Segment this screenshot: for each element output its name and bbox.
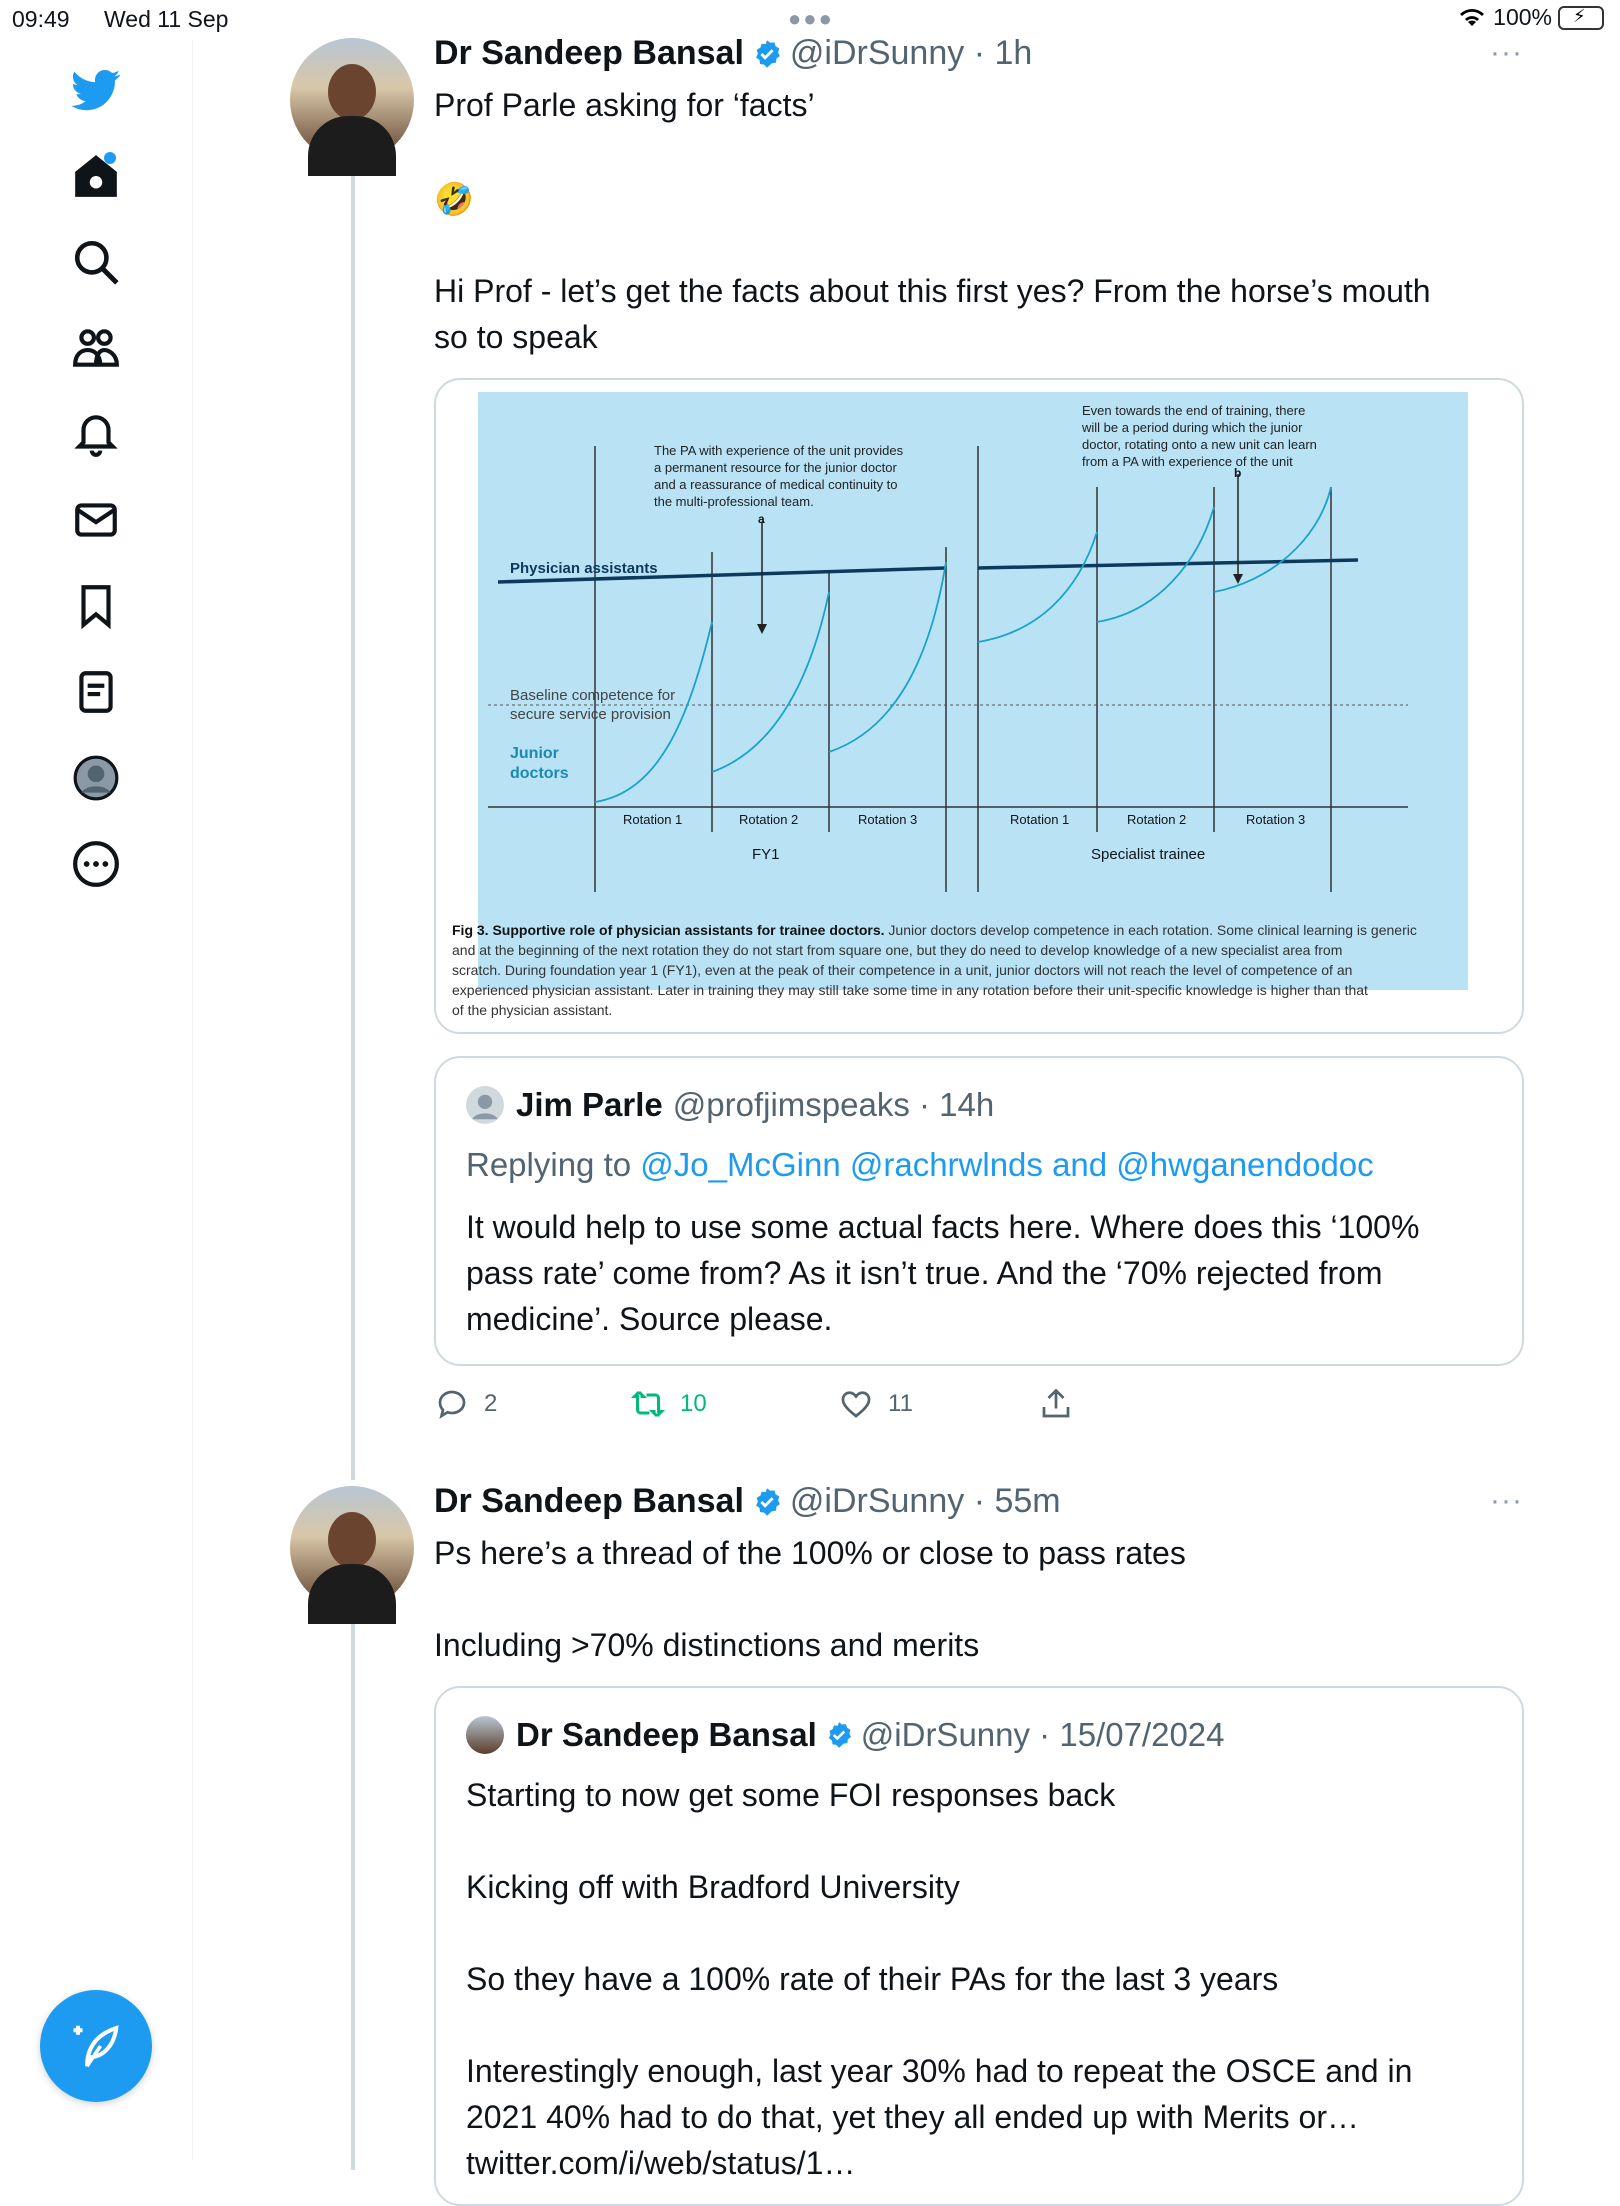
tweet-time[interactable]: 1h [994, 34, 1033, 72]
bookmarks-icon[interactable] [66, 576, 126, 636]
notifications-bell-icon[interactable] [66, 404, 126, 464]
retweet-button[interactable] [630, 1386, 707, 1422]
avatar[interactable] [290, 38, 414, 162]
communities-icon[interactable] [66, 318, 126, 378]
author-name[interactable]: Dr Sandeep Bansal [434, 34, 744, 72]
tweet-text-line: so to speak [434, 319, 598, 355]
home-notification-dot [104, 152, 116, 164]
tweet-text-line: Including >70% distinctions and merits [434, 1627, 980, 1663]
retweet-count: 10 [680, 1390, 707, 1417]
twitter-logo-icon[interactable] [66, 60, 126, 120]
default-avatar-icon [466, 1086, 504, 1124]
quoted-tweet-time: 14h [939, 1086, 995, 1123]
rotation-label: Rotation 1 [1010, 812, 1070, 827]
share-icon [1038, 1386, 1074, 1422]
group-label-fy1: FY1 [752, 846, 780, 863]
author-name[interactable]: Dr Sandeep Bansal [434, 1482, 744, 1520]
junior-label: Junior doctors [510, 745, 569, 782]
replying-to: Replying to @Jo_McGinn @rachrwlnds and @hwganendodoc [466, 1146, 1374, 1183]
heart-icon [838, 1386, 874, 1422]
tweet-more-icon[interactable]: ··· [1490, 1484, 1523, 1517]
quoted-text-line: Interestingly enough, last year 30% had to repeat the OSCE and in [466, 2053, 1413, 2089]
sidebar [0, 40, 193, 2160]
quoted-author-name: Jim Parle [516, 1086, 663, 1123]
mention-links[interactable]: @Jo_McGinn @rachrwlnds and @hwganendodoc [640, 1146, 1374, 1183]
quoted-avatar [466, 1716, 504, 1754]
figure-caption: Fig 3. Supportive role of physician assistants for trainee doctors. Junior doctors develop competence in each rotation. Some clinical learning is generic and at the beginning of the next rotation they do not start from square one, but they do need to develop knowledge of a new specialist area from scratch. During foundation year 1 (FY1), even at the peak of their competence in a unit, junior doctors will not reach the level of competence of an experienced physician assistant. Later in training they may still take some time in any rotation before their unit-specific knowledge is higher than that of the physician assistant. [452, 922, 1417, 1018]
tweet-actions [434, 1386, 1524, 1426]
thread-connector [351, 1610, 355, 2170]
wifi-icon [1457, 6, 1487, 30]
quoted-tweet[interactable] [434, 1686, 1524, 2206]
quoted-text-line: pass rate’ come from? As it isn’t true. And the ‘70% rejected from [466, 1255, 1383, 1291]
marker-b: b [1234, 466, 1242, 480]
quoted-author-name: Dr Sandeep Bansal [516, 1716, 817, 1753]
reply-button[interactable] [434, 1386, 497, 1422]
status-right [1457, 4, 1604, 31]
group-label-specialist: Specialist trainee [1091, 846, 1206, 863]
avatar[interactable] [290, 1486, 414, 1610]
battery-icon: ⚡ [1558, 6, 1604, 30]
verified-badge-icon [752, 39, 782, 69]
tweet-media-image[interactable] [434, 378, 1524, 1034]
quoted-text-line: medicine’. Source please. [466, 1301, 833, 1337]
tweet-text-line: Prof Parle asking for ‘facts’ [434, 87, 815, 123]
tweet-emoji: 🤣 [434, 181, 474, 217]
marker-a: a [758, 512, 765, 526]
battery-percent: 100% [1493, 4, 1552, 30]
author-handle[interactable]: @iDrSunny [789, 1482, 965, 1520]
quoted-author-handle: @iDrSunny [860, 1716, 1031, 1753]
quoted-author-handle: @profjimspeaks [672, 1086, 910, 1123]
verified-badge-icon [752, 1487, 782, 1517]
tweet-header: Dr Sandeep Bansal @iDrSunny · 1h [434, 34, 1033, 72]
quoted-text-line: Starting to now get some FOI responses back [466, 1777, 1116, 1813]
rotation-label: Rotation 1 [623, 812, 683, 827]
home-icon[interactable] [66, 146, 126, 206]
retweet-icon [630, 1386, 666, 1422]
quoted-text-line: 2021 40% had to do that, yet they all ended up with Merits or… [466, 2099, 1359, 2135]
reply-icon [434, 1386, 470, 1422]
lists-icon[interactable] [66, 662, 126, 722]
rotation-label: Rotation 3 [1246, 812, 1306, 827]
reply-count: 2 [484, 1390, 498, 1417]
tweet-more-icon[interactable]: ··· [1490, 36, 1523, 69]
status-date: Wed 11 Sep [104, 6, 229, 32]
search-icon[interactable] [66, 232, 126, 292]
quoted-text-line: Kicking off with Bradford University [466, 1869, 960, 1905]
compose-feather-icon [69, 2019, 123, 2073]
tweet-text-line: Ps here’s a thread of the 100% or close to pass rates [434, 1535, 1186, 1571]
share-button[interactable] [1038, 1386, 1074, 1422]
quoted-tweet-header: Jim Parle @profjimspeaks · 14h [466, 1086, 994, 1124]
rotation-label: Rotation 2 [739, 812, 799, 827]
messages-envelope-icon[interactable] [66, 490, 126, 550]
quoted-tweet-time: 15/07/2024 [1059, 1716, 1225, 1753]
status-time: 09:49 [12, 6, 70, 32]
tweet-header: Dr Sandeep Bansal @iDrSunny · 55m [434, 1482, 1061, 1520]
quoted-text-line: So they have a 100% rate of their PAs for the last 3 years [466, 1961, 1279, 1997]
multitask-dots-icon[interactable]: ●●● [788, 6, 834, 31]
quoted-text-line: It would help to use some actual facts here. Where does this ‘100% [466, 1209, 1420, 1245]
quoted-tweet-header: Dr Sandeep Bansal @iDrSunny · 15/07/2024 [466, 1716, 1225, 1754]
compose-tweet-button[interactable] [40, 1990, 152, 2102]
quoted-text-link[interactable]: twitter.com/i/web/status/1… [466, 2145, 856, 2181]
verified-badge-icon [825, 1721, 853, 1749]
figure-diagram [478, 392, 1468, 990]
like-count: 11 [888, 1390, 913, 1417]
rotation-label: Rotation 2 [1127, 812, 1187, 827]
baseline-label: Baseline competence for secure service provision [510, 687, 676, 723]
author-handle[interactable]: @iDrSunny [789, 34, 965, 72]
pa-label: Physician assistants [510, 560, 658, 577]
thread-connector [351, 160, 355, 1480]
quoted-tweet[interactable] [434, 1056, 1524, 1366]
tweet-text-line: Hi Prof - let’s get the facts about this first yes? From the horse’s mouth [434, 273, 1431, 309]
like-button[interactable] [838, 1386, 913, 1422]
figure-note-right: Even towards the end of training, there will be a period during which the junior doctor, rotating onto a new unit can learn from a PA with experience of the unit [1082, 403, 1317, 469]
profile-avatar-icon[interactable] [66, 748, 126, 808]
more-options-icon[interactable] [66, 834, 126, 894]
tweet-time[interactable]: 55m [994, 1482, 1061, 1520]
figure-note-left: The PA with experience of the unit provides a permanent resource for the junior doctor and a reassurance of medical continuity to the multi-professional team. [654, 443, 904, 509]
rotation-label: Rotation 3 [858, 812, 918, 827]
